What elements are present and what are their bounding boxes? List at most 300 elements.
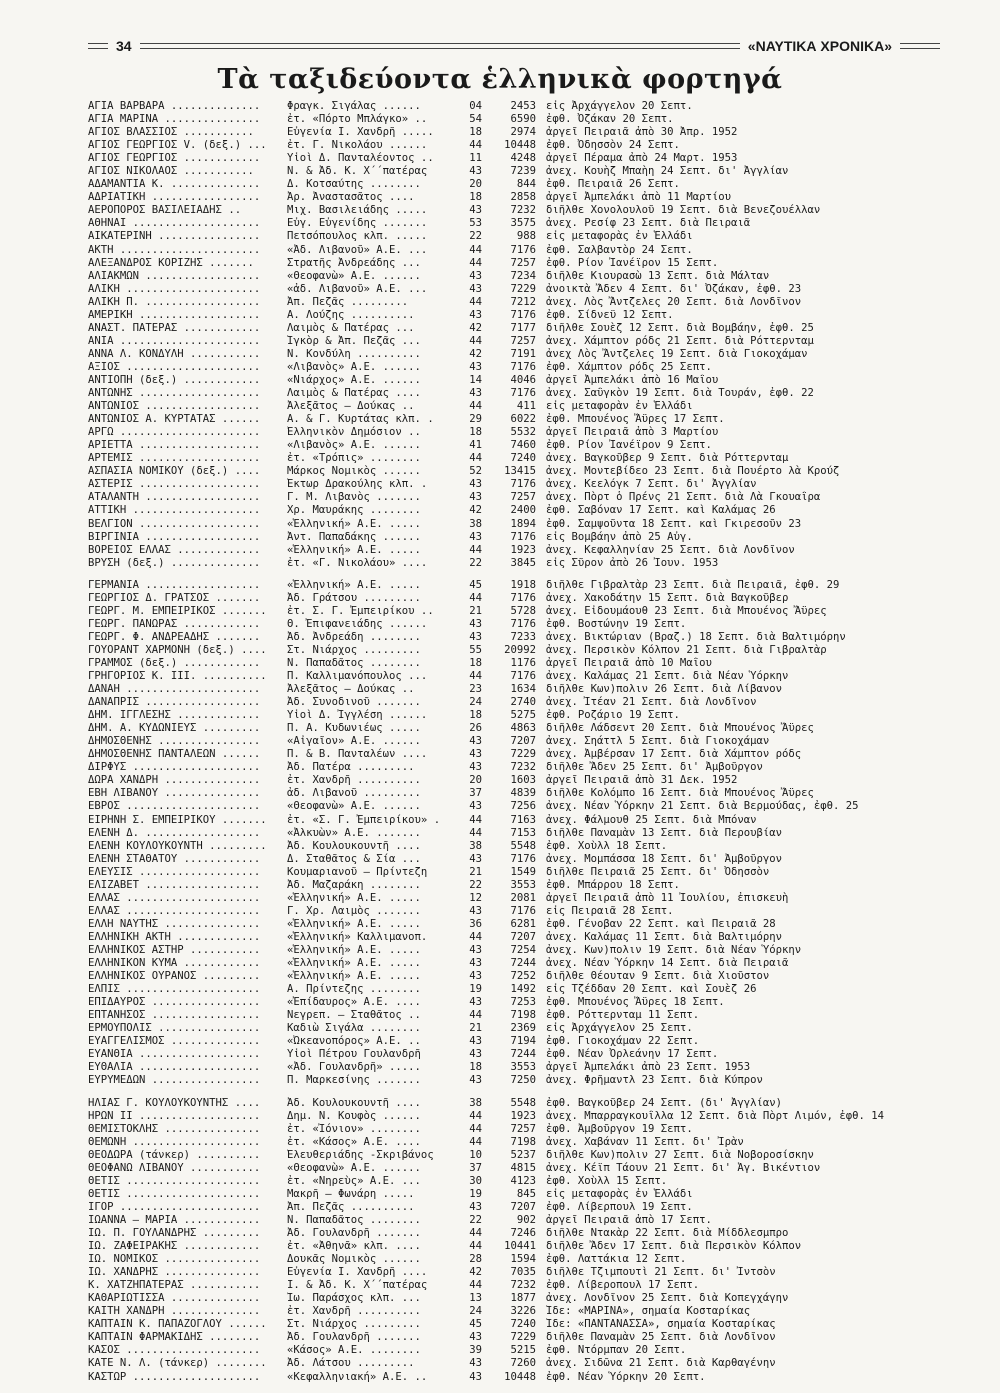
ship-tonnage: 7176 xyxy=(510,387,536,400)
ship-name: ΕΥΑΓΓΕΛΙΣΜΟΣ .............. xyxy=(88,1035,261,1048)
ship-tonnage: 7229 xyxy=(510,282,536,295)
ship-name: ΕΛΕΝΗ Δ. .................. xyxy=(88,826,261,839)
ship-owner: Ἀδ. Γουλανδρῆ ....... xyxy=(287,1331,421,1344)
ship-tonnage: 13415 xyxy=(504,465,536,478)
ship-status: ἐφθ. Ὀδησσὸν 24 Σεπτ. xyxy=(546,139,680,152)
table-row xyxy=(88,217,968,230)
ship-status: ἀνεχ. Νέαν Ὑόρκην 14 Σεπτ. διὰ Πειραιᾶ xyxy=(546,957,789,970)
ship-owner: «Ἀδ. Γουλανδρῆ» ..... xyxy=(287,1061,421,1074)
table-row xyxy=(88,348,968,361)
ship-tonnage: 2400 xyxy=(510,504,536,517)
table-row xyxy=(88,126,968,139)
ship-tonnage: 7176 xyxy=(510,360,536,373)
ship-code: 21 xyxy=(469,865,482,878)
ship-tonnage: 7198 xyxy=(510,1009,536,1022)
table-row xyxy=(88,413,968,426)
ship-group xyxy=(88,1097,968,1384)
ship-tonnage: 2858 xyxy=(510,191,536,204)
table-row xyxy=(88,504,968,517)
table-row xyxy=(88,944,968,957)
ship-status: ἐφθ. Ντόρμπαν 20 Σεπτ. xyxy=(546,1344,687,1357)
ship-name: ΑΝΤΩΝΗΣ ................... xyxy=(88,387,261,400)
ship-status: ἀνεχ. Πὸρτ ὁ Πρένς 21 Σεπτ. διὰ Λὰ Γκουαΐρα xyxy=(546,491,821,504)
ship-name: ΓΕΩΡΓ. Φ. ΑΝΔΡΕΑΔΗΣ ....... xyxy=(88,630,261,643)
table-row xyxy=(88,335,968,348)
ship-status: εἰς Ἀρχάγγελον 25 Σεπτ. xyxy=(546,1022,693,1035)
ship-name: ΑΤΤΙΚΗ .................... xyxy=(88,504,261,517)
ship-owner: Λαιμὸς & Πατέρας ... xyxy=(287,321,415,334)
ship-code: 43 xyxy=(469,1200,482,1213)
ship-status: ἀνεχ. Μπαρραγκουΐλλα 12 Σεπτ. διὰ Πὸρτ Λιμόν, ἐφθ. 14 xyxy=(546,1109,885,1122)
ship-tonnage: 7194 xyxy=(510,1035,536,1048)
ship-owner: Π. Καλλιμανόπουλος ... xyxy=(287,670,428,683)
ship-name: ΓΕΩΡΓ. ΠΑΝΩΡΑΣ ............ xyxy=(88,617,261,630)
ship-tonnage: 844 xyxy=(516,178,536,191)
ship-name: ΚΑΠΤΑΙΝ Κ. ΠΑΠΑΖΟΓΛΟΥ ...... xyxy=(88,1318,267,1331)
ship-table xyxy=(88,100,968,1393)
ship-owner: Φραγκ. Σιγάλας ...... xyxy=(287,100,421,112)
ship-code: 13 xyxy=(469,1292,482,1305)
ship-owner: «Ἀλκυὼν» Α.Ε. ....... xyxy=(287,826,421,839)
ship-code: 18 xyxy=(469,426,482,439)
ship-name: ΑΛΙΑΚΜΩΝ .................. xyxy=(88,269,261,282)
ship-owner: ἀδ. Λιβανοῦ ......... xyxy=(287,787,421,800)
ship-code: 55 xyxy=(469,643,482,656)
ship-tonnage: 988 xyxy=(516,230,536,243)
ship-status: ἀνεχ. Καλάμας 21 Σεπτ. διὰ Νέαν Ὑόρκην xyxy=(546,670,789,683)
ship-tonnage: 7232 xyxy=(510,761,536,774)
ship-code: 43 xyxy=(469,617,482,630)
table-row xyxy=(88,452,968,465)
ship-name: Κ. ΧΑΤΖΗΠΑΤΕΡΑΣ ........... xyxy=(88,1279,261,1292)
table-row xyxy=(88,230,968,243)
ship-owner: ἐτ. «Τρόπις» ........ xyxy=(287,452,421,465)
ship-owner: Στ. Νιάρχος ......... xyxy=(287,643,421,656)
ship-code: 44 xyxy=(469,139,482,152)
ship-status: διῆλθε Παναμὰν 13 Σεπτ. διὰ Περουβίαν xyxy=(546,826,782,839)
ship-name: ΔΑΝΑΠΡΙΣ .................. xyxy=(88,696,261,709)
ship-status: ἐφθ. Γένοβαν 22 Σεπτ. καὶ Πειραιᾶ 28 xyxy=(546,917,776,930)
ship-name: ΑΝΑΣΤ. ΠΑΤΕΡΑΣ ............ xyxy=(88,321,261,334)
ship-owner: Δ. Σταθᾶτος & Σία ... xyxy=(287,852,421,865)
ship-tonnage: 1923 xyxy=(510,1109,536,1122)
ship-code: 44 xyxy=(469,1009,482,1022)
ship-code: 43 xyxy=(469,165,482,178)
ship-status: ἐφθ. Νέαν Ὑόρκην 20 Σεπτ. xyxy=(546,1370,706,1383)
ship-name: ΔΙΡΦΥΣ .................... xyxy=(88,761,261,774)
table-row xyxy=(88,879,968,892)
ship-tonnage: 3553 xyxy=(510,1061,536,1074)
ship-code: 18 xyxy=(469,126,482,139)
table-row xyxy=(88,631,968,644)
ship-code: 19 xyxy=(469,983,482,996)
ship-owner: Ἀδ. Μαζαράκη ........ xyxy=(287,878,421,891)
ship-owner: «Κάσος» Α.Ε. ........ xyxy=(287,1344,421,1357)
table-row xyxy=(88,892,968,905)
ship-status: ἐφθ. Μπουένος Ἄϋρες 17 Σεπτ. xyxy=(546,413,725,426)
ship-tonnage: 7207 xyxy=(510,735,536,748)
table-row xyxy=(88,683,968,696)
ship-name: ΕΛΕΝΗ ΚΟΥΛΟΥΚΟΥΝΤΗ ......... xyxy=(88,839,267,852)
ship-code: 39 xyxy=(469,1344,482,1357)
ship-code: 43 xyxy=(469,735,482,748)
ship-name: ΑΣΠΑΣΙΑ ΝΟΜΙΚΟΥ (δεξ.) .... xyxy=(88,465,261,478)
ship-status: ἐφθ. Βοστώνην 19 Σεπτ. xyxy=(546,617,687,630)
ship-name: ΓΡΗΓΟΡΙΟΣ Κ. ΙΙΙ. .......... xyxy=(88,670,267,683)
table-row xyxy=(88,827,968,840)
ship-owner: Ἀδ. Κουλουκουντῆ .... xyxy=(287,839,421,852)
ship-name: ΚΑΘΑΡΙΩΤΙΣΣΑ .............. xyxy=(88,1292,261,1305)
table-row xyxy=(88,579,968,592)
ship-tonnage: 3575 xyxy=(510,217,536,230)
ship-tonnage: 7176 xyxy=(510,852,536,865)
ship-code: 44 xyxy=(469,1226,482,1239)
ship-tonnage: 5728 xyxy=(510,604,536,617)
ship-name: ΕΥΡΥΜΕΔΩΝ ................. xyxy=(88,1074,261,1087)
ship-tonnage: 1492 xyxy=(510,983,536,996)
ship-status: διῆλθε Κιουρασὼ 13 Σεπτ. διὰ Μάλταν xyxy=(546,269,770,282)
ship-code: 26 xyxy=(469,722,482,735)
ship-owner: Ἀπ. Πεζᾶς .......... xyxy=(287,1200,415,1213)
ship-name: ΔΗΜΟΣΘΕΝΗΣ ................ xyxy=(88,735,261,748)
ship-name: ΑΓΙΑ ΜΑΡΙΝΑ ............... xyxy=(88,113,261,126)
ship-status: διῆλθε Λάδσεντ 20 Σεπτ. διὰ Μπουένος Ἄϋρες xyxy=(546,722,814,735)
table-row xyxy=(88,1188,968,1201)
ship-status: εἰς μεταφορὰς ἐν Ἑλλάδι xyxy=(546,1187,693,1200)
ship-name: ΗΡΩΝ ΙΙ ................... xyxy=(88,1109,261,1122)
ship-code: 43 xyxy=(469,904,482,917)
ship-status: Ἴδε: «ΠΑΝΤΑΝΑΣΣΑ», σημαία Κοσταρίκας xyxy=(546,1318,776,1331)
ship-tonnage: 7153 xyxy=(510,826,536,839)
ship-code: 44 xyxy=(469,400,482,413)
ship-status: διῆλθε Ἄδεν 17 Σεπτ. διὰ Περσικὸν Κόλπον xyxy=(546,1240,802,1253)
ship-tonnage: 7254 xyxy=(510,944,536,956)
ship-code: 22 xyxy=(469,230,482,243)
ship-owner: Ἀδ. Κουλουκουντῆ .... xyxy=(287,1096,421,1109)
ship-status: ἀνεχ. Ἰτέαν 21 Σεπτ. διὰ Λονδῖνον xyxy=(546,696,757,709)
ship-name: ΘΕΜΙΣΤΟΚΛΗΣ ............... xyxy=(88,1122,261,1135)
ship-owner: ἐτ. «Σ. Γ. Ἐμπειρίκου» . xyxy=(287,813,441,826)
ship-owner: Ἀδ. Λάτσου ......... xyxy=(287,1357,415,1370)
ship-tonnage: 7207 xyxy=(510,1200,536,1213)
ship-tonnage: 7257 xyxy=(510,1122,536,1135)
table-row xyxy=(88,840,968,853)
ship-name: ΗΛΙΑΣ Γ. ΚΟΥΛΟΥΚΟΥΝΤΗΣ .... xyxy=(88,1096,261,1109)
ship-code: 22 xyxy=(469,878,482,891)
ship-code: 43 xyxy=(469,491,482,504)
ship-tonnage: 7176 xyxy=(510,478,536,491)
ship-tonnage: 7240 xyxy=(510,1318,536,1331)
table-row xyxy=(88,1240,968,1253)
table-row xyxy=(88,748,968,761)
ship-owner: Εὐγενία Ι. Χανδρῆ .... xyxy=(287,1266,428,1279)
ship-tonnage: 3226 xyxy=(510,1305,536,1318)
ship-status: ἀνεχ. Νέαν Ὑόρκην 21 Σεπτ. διὰ Βερμούδας, ἐφθ. 25 xyxy=(546,800,859,813)
ship-code: 43 xyxy=(469,360,482,373)
ship-code: 52 xyxy=(469,465,482,478)
ship-owner: Ἑλληνικὸν Δημόσιον .. xyxy=(287,426,421,439)
ship-code: 11 xyxy=(469,152,482,165)
ship-status: διῆλθε Ἄδεν 25 Σεπτ. δι' Ἀμβοῦργον xyxy=(546,761,763,774)
ship-status: ἐφθ. Ρόττερνταμ 11 Σεπτ. xyxy=(546,1009,700,1022)
ship-code: 42 xyxy=(469,1266,482,1279)
ship-name: ΑΝΤΩΝΙΟΣ .................. xyxy=(88,400,261,413)
ship-code: 21 xyxy=(469,1022,482,1035)
ship-owner: ἐτ. Σ. Γ. Ἐμπειρίκου .. xyxy=(287,604,434,617)
table-row xyxy=(88,1162,968,1175)
table-row xyxy=(88,1344,968,1357)
ship-status: εἰς μεταφορὰν ἐν Ἑλλάδι xyxy=(546,400,693,413)
table-row xyxy=(88,1110,968,1123)
ship-status: διῆλθε Κων)πολιν 27 Σεπτ. διὰ Νοβοροσίσκην xyxy=(546,1148,814,1161)
ship-tonnage: 7256 xyxy=(510,800,536,813)
ship-status: ἀνεχ. Περσικὸν Κόλπον 21 Σεπτ. διὰ Γιβραλτὰρ xyxy=(546,643,827,656)
ship-owner: «Ἀδ. Λιβανοῦ» Α.Ε. ... xyxy=(287,243,428,256)
ship-status: ἀνεχ. Χαβάναν 11 Σεπτ. δι' Ἰρὰν xyxy=(546,1135,744,1148)
ship-name: ΕΛΠΙΣ ..................... xyxy=(88,983,261,996)
table-row xyxy=(88,996,968,1009)
ship-owner: ἐτ. Χανδρῆ .......... xyxy=(287,1305,421,1318)
ship-code: 44 xyxy=(469,1122,482,1135)
ship-tonnage: 7244 xyxy=(510,957,536,970)
ship-tonnage: 10448 xyxy=(504,139,536,152)
ship-status: ἀργεῖ Πειραιᾶ ἀπὸ 31 Δεκ. 1952 xyxy=(546,774,738,787)
ship-tonnage: 7234 xyxy=(510,269,536,282)
ship-name: ΑΡΓΩ ...................... xyxy=(88,426,261,439)
ship-code: 10 xyxy=(469,1148,482,1161)
ship-status: διῆλθε Χονολουλοῦ 19 Σεπτ. διὰ Βενεζουέλλαν xyxy=(546,204,821,217)
ship-name: ΑΝΝΑ Λ. ΚΟΝΔΥΛΗ ........... xyxy=(88,347,261,360)
table-row xyxy=(88,644,968,657)
ship-status: ἐφθ. Ροζάριο 19 Σεπτ. xyxy=(546,709,680,722)
ship-owner: Ἐλευθεριάδης -Σκριβάνος xyxy=(287,1148,434,1161)
ship-code: 12 xyxy=(469,891,482,904)
ship-status: ἐφθ. Σαμψοῦντα 18 Σεπτ. καὶ Γκιρεσοῦν 23 xyxy=(546,517,802,530)
ship-status: ἀργεῖ Πειραιᾶ ἀπὸ 10 Μαΐου xyxy=(546,656,712,669)
ship-code: 38 xyxy=(469,839,482,852)
table-row xyxy=(88,696,968,709)
header-rule xyxy=(140,43,740,49)
ship-tonnage: 7198 xyxy=(510,1135,536,1148)
ship-owner: «Ἑλληνική» Α.Ε. ..... xyxy=(287,970,421,983)
table-row xyxy=(88,1357,968,1370)
ship-status: ἀνεχ. Κεφαλληνίαν 25 Σεπτ. διὰ Λονδῖνον xyxy=(546,543,795,556)
ship-owner: Ν. Παπαδᾶτος ........ xyxy=(287,656,421,669)
ship-code: 20 xyxy=(469,774,482,787)
page-title: Τὰ ταξιδεύοντα ἑλληνικὰ φορτηγά xyxy=(217,64,783,95)
ship-name: ΑΡΤΕΜΙΣ ................... xyxy=(88,452,261,465)
ship-name: ΑΛΙΚΗ Π. .................. xyxy=(88,295,261,308)
ship-status: ἀνεχ. Σαΰγκὸν 19 Σεπτ. διὰ Τουράν, ἐφθ. 22 xyxy=(546,387,814,400)
ship-name: ΑΘΗΝΑΙ .................... xyxy=(88,217,261,230)
ship-tonnage: 1918 xyxy=(510,578,536,591)
table-row xyxy=(88,605,968,618)
ship-tonnage: 2369 xyxy=(510,1022,536,1035)
ship-code: 44 xyxy=(469,295,482,308)
table-row xyxy=(88,113,968,126)
ship-name: ΑΕΡΟΠΟΡΟΣ ΒΑΣΙΛΕΙΑΔΗΣ .. xyxy=(88,204,242,217)
ship-status: ἀργεῖ Πειραιᾶ ἀπὸ 30 Ἀπρ. 1952 xyxy=(546,126,738,139)
ship-tonnage: 7176 xyxy=(510,530,536,543)
ship-name: ΑΔΡΙΑΤΙΚΗ ................. xyxy=(88,191,261,204)
ship-owner: Δουκᾶς Νομικὸς ...... xyxy=(287,1253,421,1266)
ship-name: ΑΓΙΟΣ ΝΙΚΟΛΑΟΣ ........... xyxy=(88,165,254,178)
ship-name: ΚΑΤΕ Ν. Λ. (τάνκερ) ........ xyxy=(88,1357,267,1370)
table-row xyxy=(88,618,968,631)
ship-name: ΘΕΟΦΑΝΩ ΛΙΒΑΝΟΥ ........... xyxy=(88,1161,261,1174)
ship-tonnage: 2081 xyxy=(510,891,536,904)
ship-code: 43 xyxy=(469,269,482,282)
ship-tonnage: 1923 xyxy=(510,543,536,556)
ship-tonnage: 7176 xyxy=(510,904,536,917)
ship-status: ἐφθ. Σαβόναν 17 Σεπτ. καὶ Καλάμας 26 xyxy=(546,504,776,517)
ship-owner: Ἀδ. Γουλανδρῆ ....... xyxy=(287,1226,421,1239)
ship-code: 53 xyxy=(469,217,482,230)
ship-name: ΓΟΥΟΡΑΝΤ ΧΑΡΜΟΝΗ (δεξ.) .... xyxy=(88,643,267,656)
ship-owner: Μάρκος Νομικὸς ...... xyxy=(287,465,421,478)
ship-status: ἐφθ. Λίβεροπουλ 17 Σεπτ. xyxy=(546,1279,700,1292)
ship-tonnage: 4248 xyxy=(510,152,536,165)
ship-status: ἀνεχ Λὸς Ἄντζελες 19 Σεπτ. διὰ Γιοκοχάμαν xyxy=(546,347,808,360)
table-row xyxy=(88,1074,968,1087)
ship-status: ἀνεχ. Κων)πολιν 19 Σεπτ. διὰ Νέαν Ὑόρκην xyxy=(546,944,802,956)
ship-name: ΓΕΩΡΓΙΟΣ Δ. ΓΡΑΤΣΟΣ ....... xyxy=(88,591,261,604)
page-header xyxy=(88,36,940,56)
ship-status: ἐφθ. Χάμπτον ρόδς 25 Σεπτ. xyxy=(546,360,712,373)
table-row xyxy=(88,1227,968,1240)
table-row xyxy=(88,191,968,204)
ship-code: 18 xyxy=(469,191,482,204)
ship-owner: Δ. Κοτσαύτης ........ xyxy=(287,178,421,191)
table-row xyxy=(88,478,968,491)
ship-tonnage: 4123 xyxy=(510,1174,536,1187)
ship-owner: «Ἑλληνική» Α.Ε. ..... xyxy=(287,578,421,591)
journal-title: «ΝΑΥΤΙΚΑ ΧΡΟΝΙΚΑ» xyxy=(747,38,892,54)
ship-tonnage: 7176 xyxy=(510,670,536,683)
table-row xyxy=(88,139,968,152)
ship-name: ΕΛΛΑΣ ..................... xyxy=(88,891,261,904)
ship-status: διῆλθε Τζιμπουτὶ 21 Σεπτ. δι' Ἰντσὸν xyxy=(546,1266,776,1279)
ship-code: 45 xyxy=(469,578,482,591)
ship-status: ἀνεχ. Χάμπτον ρόδς 21 Σεπτ. διὰ Ρόττερνταμ xyxy=(546,334,814,347)
ship-owner: Υἱοὶ Δ. Πανταλέοντος .. xyxy=(287,152,434,165)
ship-name: ΕΛΛΗΝΙΚΟΣ ΑΣΤΗΡ ........... xyxy=(88,944,261,956)
ship-status: ἀνεχ. Μοντεβίδεο 23 Σεπτ. διὰ Πουέρτο λὰ Κρούζ xyxy=(546,465,840,478)
ship-tonnage: 7250 xyxy=(510,1074,536,1087)
ship-name: ΙΩ. ΝΟΜΙΚΟΣ ............... xyxy=(88,1253,261,1266)
ship-tonnage: 5215 xyxy=(510,1344,536,1357)
ship-code: 43 xyxy=(469,970,482,983)
table-row xyxy=(88,1035,968,1048)
ship-name: ΕΒΡΟΣ ..................... xyxy=(88,800,261,813)
ship-code: 44 xyxy=(469,670,482,683)
ship-code: 45 xyxy=(469,1318,482,1331)
table-row xyxy=(88,270,968,283)
ship-status: διῆλθε Σουὲζ 12 Σεπτ. διὰ Βομβάην, ἐφθ. 25 xyxy=(546,321,814,334)
ship-name: ΕΛΛΗΝΙΚΟΣ ΟΥΡΑΝΟΣ ......... xyxy=(88,970,261,983)
table-row xyxy=(88,1097,968,1110)
ship-owner: «Λιβανὸς» Α.Ε. ...... xyxy=(287,360,421,373)
ship-name: ΑΙΚΑΤΕΡΙΝΗ ................ xyxy=(88,230,261,243)
ship-code: 42 xyxy=(469,504,482,517)
table-row xyxy=(88,1136,968,1149)
table-row xyxy=(88,361,968,374)
ship-name: ΓΕΩΡΓ. Μ. ΕΜΠΕΙΡΙΚΟΣ ....... xyxy=(88,604,267,617)
ship-status: Ἴδε: «ΜΑΡΙΝΑ», σημαία Κοσταρίκας xyxy=(546,1305,751,1318)
ship-code: 44 xyxy=(469,1135,482,1148)
ship-owner: Γ. Χρ. Λαιμὸς ....... xyxy=(287,904,421,917)
ship-status: ἐφθ. Ρίον Ἰανέϊρον 9 Σεπτ. xyxy=(546,439,712,452)
ship-name: ΑΛΕΞΑΝΔΡΟΣ ΚΟΡΙΖΗΣ ....... xyxy=(88,256,254,269)
ship-tonnage: 6590 xyxy=(510,113,536,126)
table-row xyxy=(88,853,968,866)
table-row xyxy=(88,1318,968,1331)
ship-code: 44 xyxy=(469,1109,482,1122)
table-row xyxy=(88,1149,968,1162)
ship-tonnage: 5237 xyxy=(510,1148,536,1161)
table-row xyxy=(88,722,968,735)
ship-owner: Ν. Κονδύλη .......... xyxy=(287,347,421,360)
ship-owner: «Ὠκεανοπόρος» Α.Ε. .. xyxy=(287,1035,421,1048)
ship-owner: «Ἑλληνική» Α.Ε. ..... xyxy=(287,517,421,530)
ship-owner: ἐτ. Χανδρῆ .......... xyxy=(287,774,421,787)
ship-name: ΕΥΘΑΛΙΑ ................... xyxy=(88,1061,261,1074)
ship-owner: Ἕκτωρ Δρακούλης κλπ. . xyxy=(287,478,428,491)
page-number: 34 xyxy=(116,38,132,54)
ship-tonnage: 7176 xyxy=(510,591,536,604)
ship-tonnage: 4863 xyxy=(510,722,536,735)
ship-tonnage: 1594 xyxy=(510,1253,536,1266)
ship-tonnage: 7257 xyxy=(510,256,536,269)
ship-tonnage: 7233 xyxy=(510,630,536,643)
ship-status: ἀνεχ. Μομπάσσα 18 Σεπτ. δι' Ἀμβοῦργον xyxy=(546,852,782,865)
ship-code: 43 xyxy=(469,1048,482,1061)
ship-name: ΑΛΙΚΗ ..................... xyxy=(88,282,261,295)
ship-name: ΒΡΥΣΗ (δεξ.) .............. xyxy=(88,556,261,569)
ship-code: 43 xyxy=(469,282,482,295)
table-row xyxy=(88,1048,968,1061)
ship-owner: Μακρῆ — Φωνάρη ..... xyxy=(287,1187,415,1200)
ship-name: ΕΛΛΗΝΙΚΟΝ ΚΥΜΑ ............ xyxy=(88,957,261,970)
ship-owner: Α. & Γ. Κυρτάτας κλπ. . xyxy=(287,413,434,426)
ship-code: 14 xyxy=(469,373,482,386)
table-row xyxy=(88,957,968,970)
ship-owner: Ἰω. Παράσχος κλπ. ... xyxy=(287,1292,421,1305)
table-row xyxy=(88,387,968,400)
ship-name: ΒΙΡΓΙΝΙΑ .................. xyxy=(88,530,261,543)
ship-owner: Ν. Παπαδᾶτος ........ xyxy=(287,1213,421,1226)
ship-status: ἀνεχ. Κεελόγκ 7 Σεπτ. δι' Ἀγγλίαν xyxy=(546,478,757,491)
table-row xyxy=(88,400,968,413)
ship-owner: Ι. & Ἀδ. Κ. Χ΄΄πατέρας xyxy=(287,1279,428,1292)
ship-owner: «Νιάρχος» Α.Ε. ...... xyxy=(287,373,421,386)
ship-status: ἀργεῖ Πέραμα ἀπὸ 24 Μαρτ. 1953 xyxy=(546,152,738,165)
ship-name: ΕΠΤΑΝΗΣΟΣ ................. xyxy=(88,1009,261,1022)
ship-tonnage: 7176 xyxy=(510,308,536,321)
ship-tonnage: 1877 xyxy=(510,1292,536,1305)
ship-name: ΑΔΑΜΑΝΤΙΑ Κ. .............. xyxy=(88,178,261,191)
ship-owner: «Ἑλληνική» Α.Ε. ..... xyxy=(287,891,421,904)
ship-owner: ἐτ. Γ. Νικολάου ...... xyxy=(287,139,428,152)
ship-owner: Π. & Β. Πανταλέων .... xyxy=(287,748,428,761)
table-row xyxy=(88,970,968,983)
ship-status: ἐφθ. Μπουένος Ἄϋρες 18 Σεπτ. xyxy=(546,996,725,1009)
ship-tonnage: 7212 xyxy=(510,295,536,308)
ship-tonnage: 10448 xyxy=(504,1370,536,1383)
ship-status: διῆλθε Ντακὰρ 22 Σεπτ. διὰ Μίδδλεσμπρο xyxy=(546,1226,789,1239)
ship-tonnage: 5548 xyxy=(510,1096,536,1109)
ship-name: ΚΑΙΤΗ ΧΑΝΔΡΗ .............. xyxy=(88,1305,261,1318)
